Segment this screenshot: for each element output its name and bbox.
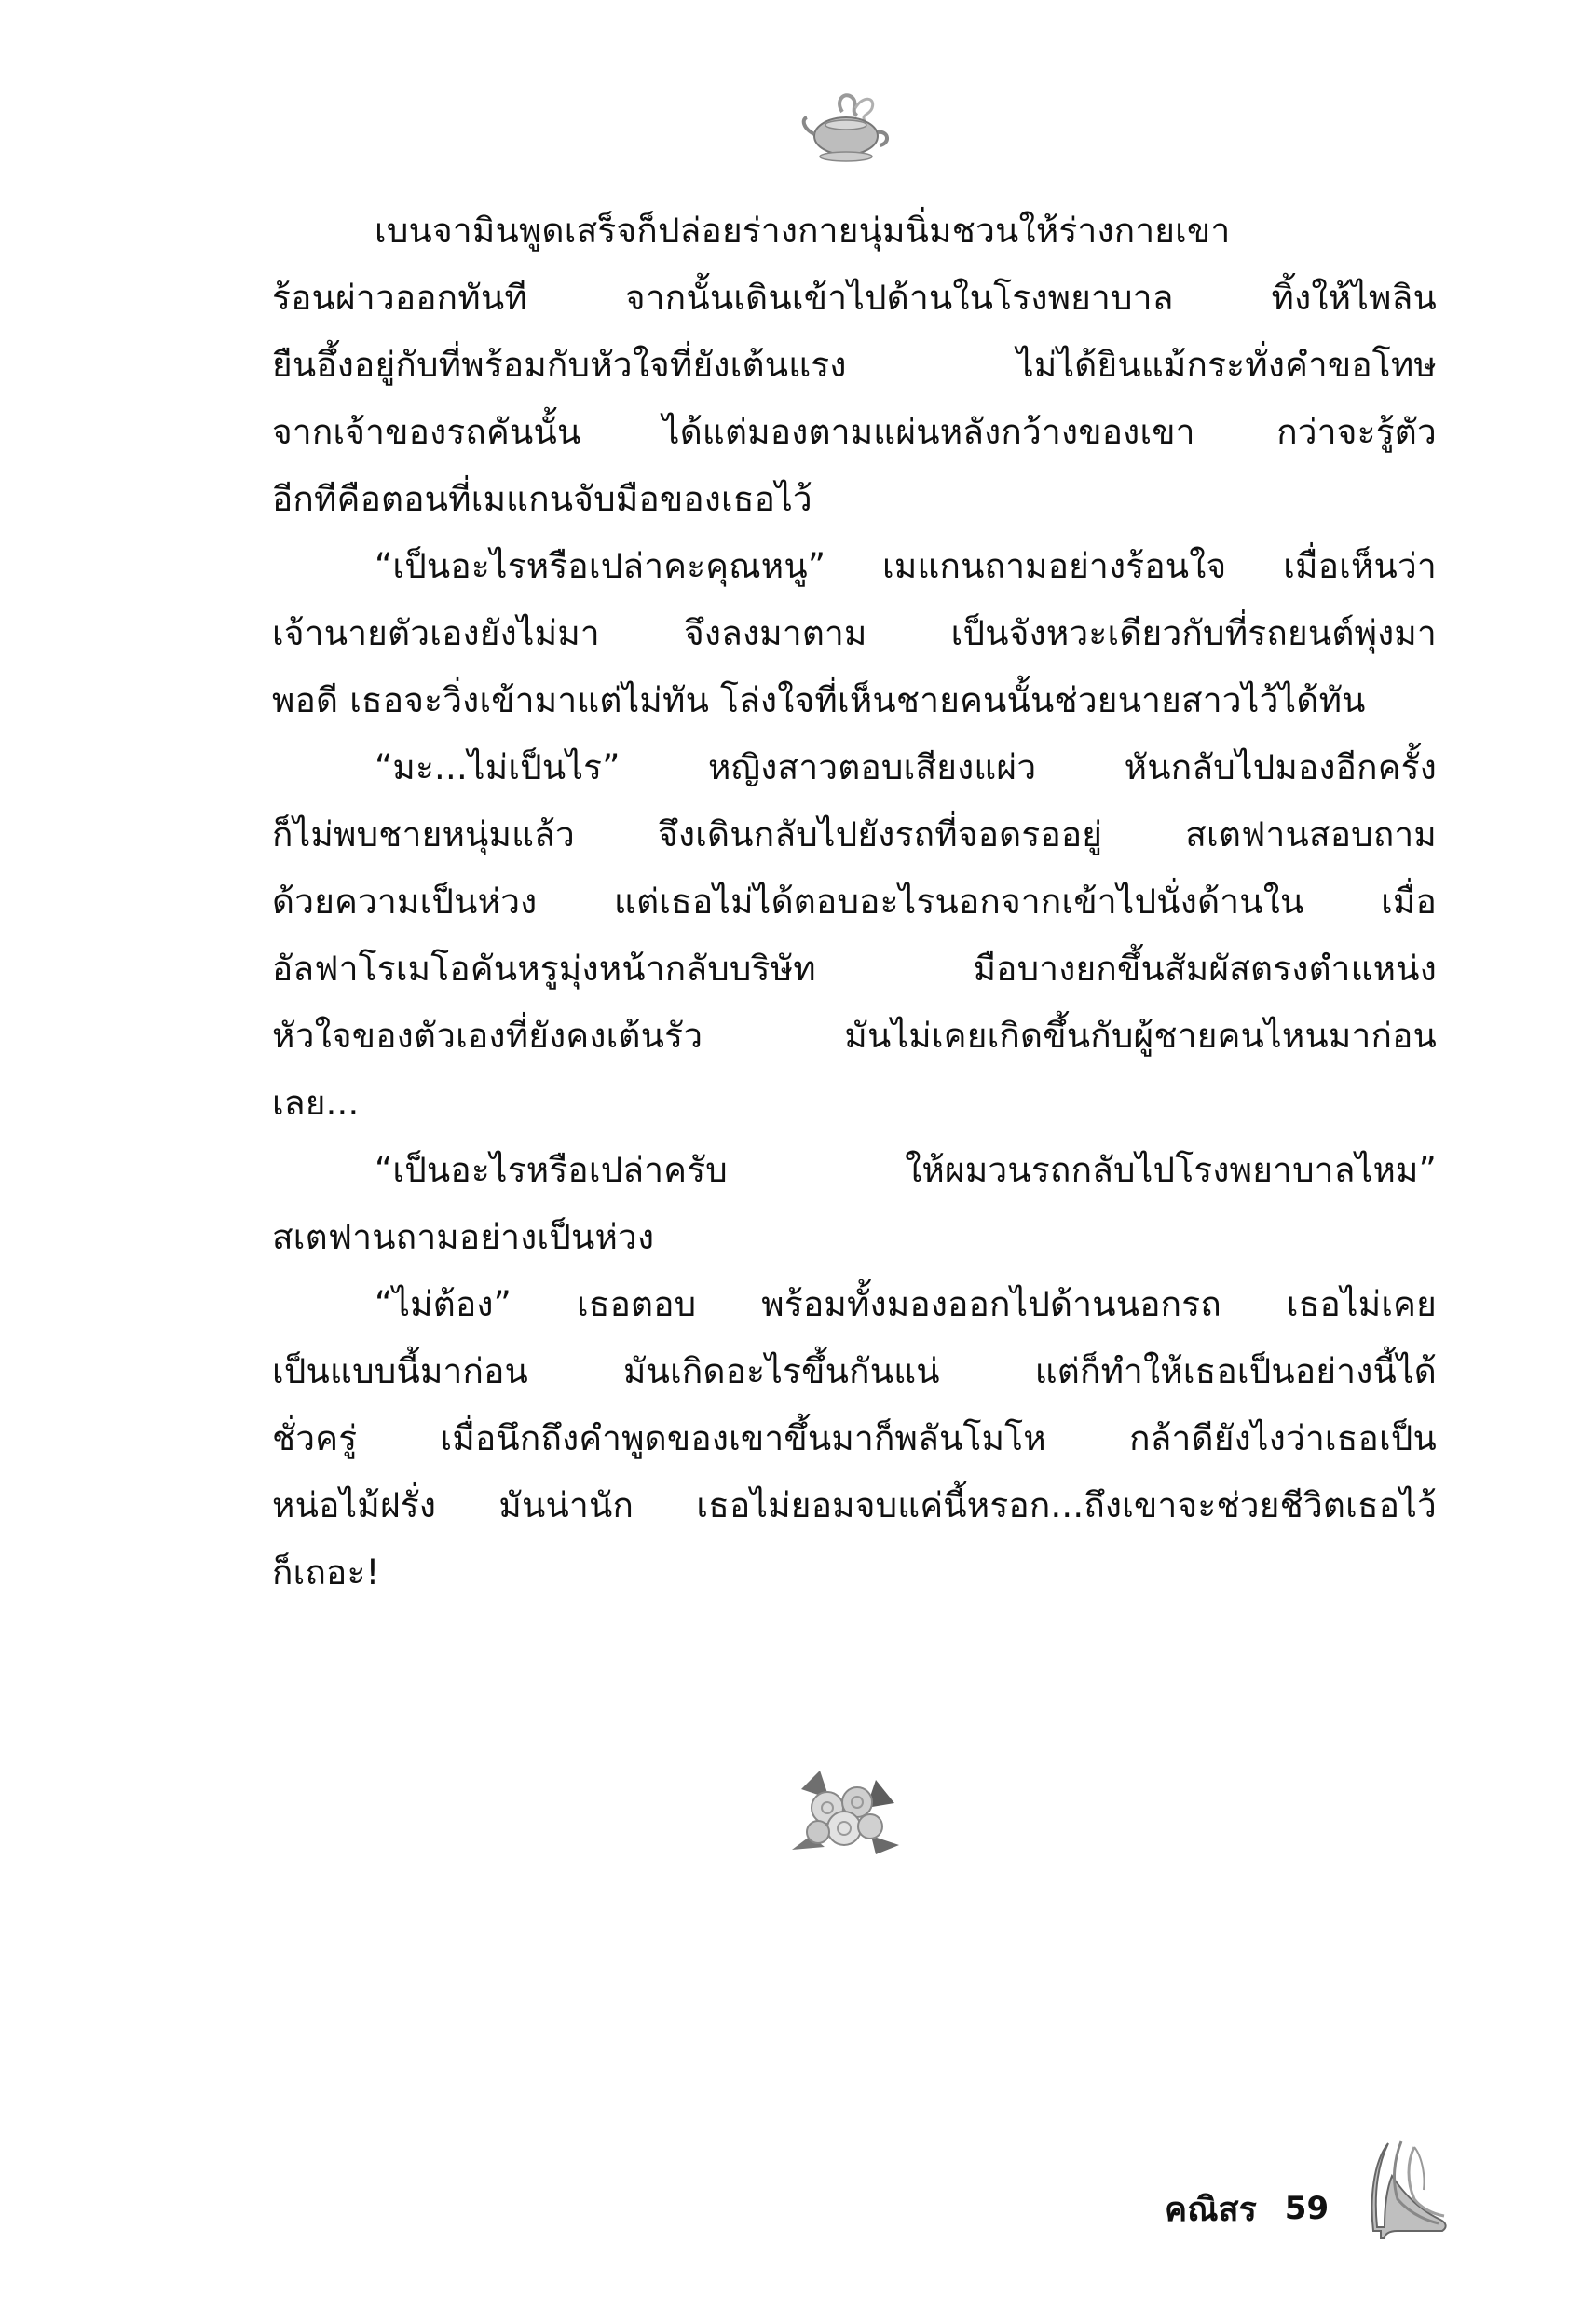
- text-line: พอดี เธอจะวิ่งเข้ามาแต่ไม่ทัน โล่งใจที่เห็นชายคนนั้นช่วยนายสาวไว้ได้ทัน: [272, 680, 1366, 720]
- text-line: ร้อนผ่าวออกทันที จากนั้นเดินเข้าไปด้านในโรงพยาบาล ทิ้งให้ไพลิน: [272, 278, 1437, 318]
- author-name: คณิสร: [1165, 2190, 1257, 2229]
- text-line: ชั่วครู่ เมื่อนึกถึงคำพูดของเขาขึ้นมาก็พลันโมโห กล้าดียังไงว่าเธอเป็น: [272, 1418, 1437, 1458]
- text-line: จากเจ้าของรถคันนั้น ได้แต่มองตามแผ่นหลังกว้างของเขา กว่าจะรู้ตัว: [272, 412, 1437, 452]
- text-line: ก็ไม่พบชายหนุ่มแล้ว จึงเดินกลับไปยังรถที่จอดรออยู่ สเตฟานสอบถาม: [272, 814, 1437, 855]
- text-line: สเตฟานถามอย่างเป็นห่วง: [272, 1217, 655, 1257]
- text-line: “มะ...ไม่เป็นไร” หญิงสาวตอบเสียงแผ่ว หันกลับไปมองอีกครั้ง: [375, 747, 1437, 787]
- page-number: 59: [1284, 2190, 1330, 2227]
- high-heel-shoe-icon: [1360, 2134, 1453, 2246]
- text-line: ก็เถอะ!: [272, 1552, 380, 1593]
- text-line: หน่อไม้ฝรั่ง มันน่านัก เธอไม่ยอมจบแค่นี้หรอก...ถึงเขาจะช่วยชีวิตเธอไว้: [272, 1485, 1437, 1525]
- text-line: เป็นแบบนี้มาก่อน มันเกิดอะไรขึ้นกันแน่ แต่ก็ทำให้เธอเป็นอย่างนี้ได้: [272, 1351, 1437, 1391]
- text-line: อีกทีคือตอนที่เมแกนจับมือของเธอไว้: [272, 479, 812, 519]
- text-line: หัวใจของตัวเองที่ยังคงเต้นรัว มันไม่เคยเกิดขึ้นกับผู้ชายคนไหนมาก่อน: [272, 1016, 1437, 1056]
- text-line: เจ้านายตัวเองยังไม่มา จึงลงมาตาม เป็นจังหวะเดียวกับที่รถยนต์พุ่งมา: [272, 613, 1437, 653]
- text-line: อัลฟาโรเมโอคันหรูมุ่งหน้ากลับบริษัท มือบางยกขึ้นสัมผัสตรงตำแหน่ง: [272, 949, 1437, 989]
- flower-bouquet-icon: [783, 1761, 904, 1864]
- text-line: “เป็นอะไรหรือเปล่าคะคุณหนู” เมแกนถามอย่างร้อนใจ เมื่อเห็นว่า: [375, 546, 1437, 586]
- text-line: เบนจามินพูดเสร็จก็ปล่อยร่างกายนุ่มนิ่มชวนให้ร่างกายเขา: [375, 211, 1231, 251]
- teapot-ornament-icon: [798, 75, 900, 177]
- page-footer: [1165, 2181, 1329, 2236]
- text-line: ด้วยความเป็นห่วง แต่เธอไม่ได้ตอบอะไรนอกจากเข้าไปนั่งด้านใน เมื่อ: [272, 882, 1437, 922]
- text-line: ยืนอึ้งอยู่กับที่พร้อมกับหัวใจที่ยังเต้นแรง ไม่ได้ยินแม้กระทั่งคำขอโทษ: [272, 345, 1437, 385]
- text-line: เลย...: [272, 1083, 360, 1123]
- text-line: “ไม่ต้อง” เธอตอบ พร้อมทั้งมองออกไปด้านนอกรถ เธอไม่เคย: [375, 1284, 1437, 1324]
- text-line: “เป็นอะไรหรือเปล่าครับ ให้ผมวนรถกลับไปโรงพยาบาลไหม”: [375, 1150, 1437, 1190]
- body-text: [272, 198, 1437, 1607]
